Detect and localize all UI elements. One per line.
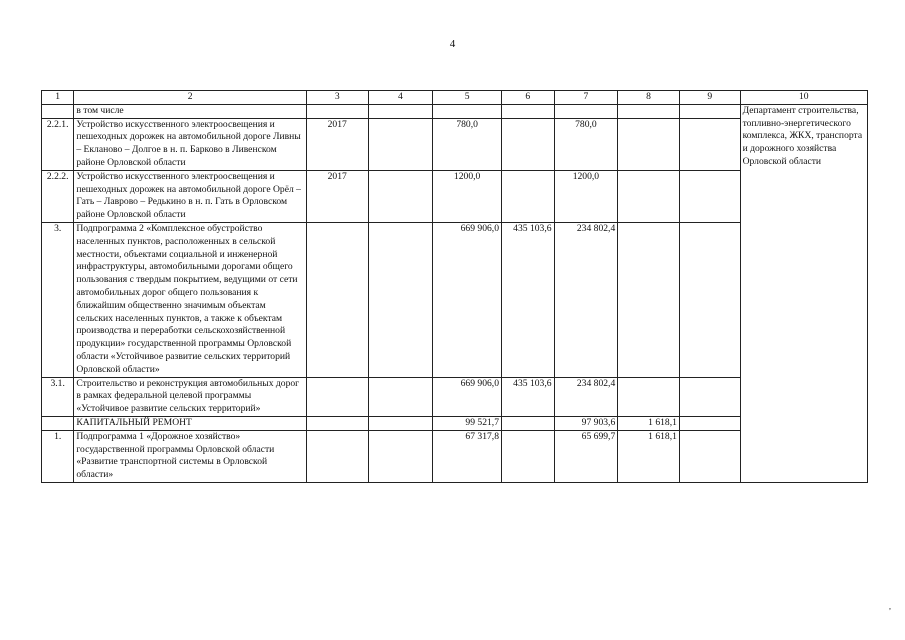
row-year <box>306 430 368 482</box>
row-number: 2.2.1. <box>42 118 74 170</box>
row-year <box>306 104 368 118</box>
row-col4 <box>368 170 433 222</box>
row-col5: 669 906,0 <box>433 222 502 377</box>
row-col9 <box>679 416 740 430</box>
row-col9 <box>679 104 740 118</box>
row-year <box>306 377 368 416</box>
row-col7: 234 802,4 <box>554 377 618 416</box>
row-col7: 1200,0 <box>554 170 618 222</box>
header-cell: 3 <box>306 91 368 105</box>
header-row <box>42 91 868 105</box>
row-col6: 435 103,6 <box>501 377 554 416</box>
row-col7: 234 802,4 <box>554 222 618 377</box>
row-col4 <box>368 118 433 170</box>
header-cell: 7 <box>554 91 618 105</box>
header-cell: 5 <box>433 91 502 105</box>
header-cell: 1 <box>42 91 74 105</box>
row-name: КАПИТАЛЬНЫЙ РЕМОНТ <box>74 416 307 430</box>
row-year: 2017 <box>306 118 368 170</box>
row-col5 <box>433 104 502 118</box>
row-col5: 99 521,7 <box>433 416 502 430</box>
department-cell: Департамент строительства, топливно-энергетического комплекса, ЖКХ, транспорта и дорожного хозяйства Орловской области <box>740 104 867 482</box>
row-col8 <box>618 104 680 118</box>
header-cell: 10 <box>740 91 867 105</box>
row-col4 <box>368 377 433 416</box>
row-col5: 67 317,8 <box>433 430 502 482</box>
row-number: 3. <box>42 222 74 377</box>
row-col8: 1 618,1 <box>618 416 680 430</box>
row-number: 3.1. <box>42 377 74 416</box>
row-col5: 1200,0 <box>433 170 502 222</box>
row-year: 2017 <box>306 170 368 222</box>
row-number <box>42 104 74 118</box>
row-col8 <box>618 118 680 170</box>
row-col4 <box>368 416 433 430</box>
row-year <box>306 416 368 430</box>
row-col6 <box>501 170 554 222</box>
row-number <box>42 416 74 430</box>
page-number: 4 <box>449 38 456 50</box>
row-number: 1. <box>42 430 74 482</box>
row-col7: 780,0 <box>554 118 618 170</box>
row-number: 2.2.2. <box>42 170 74 222</box>
row-col7: 65 699,7 <box>554 430 618 482</box>
row-name: Строительство и реконструкция автомобильных дорог в рамках федеральной целевой программы «Устойчивое развитие сельских территорий» <box>74 377 307 416</box>
row-year <box>306 222 368 377</box>
row-col6 <box>501 416 554 430</box>
row-col8 <box>618 170 680 222</box>
row-col4 <box>368 104 433 118</box>
row-col5: 669 906,0 <box>433 377 502 416</box>
header-cell: 2 <box>74 91 307 105</box>
row-col6 <box>501 104 554 118</box>
row-col8 <box>618 377 680 416</box>
header-cell: 9 <box>679 91 740 105</box>
row-col8 <box>618 222 680 377</box>
header-cell: 6 <box>501 91 554 105</box>
row-col5: 780,0 <box>433 118 502 170</box>
budget-table <box>41 90 868 483</box>
row-col6 <box>501 118 554 170</box>
header-cell: 8 <box>618 91 680 105</box>
row-col9 <box>679 118 740 170</box>
row-name: Подпрограмма 2 «Комплексное обустройство населенных пунктов, расположенных в сельской местности, объектами социальной и инженерной инфраструктуры, автомобильными дорогами общего пользования с твердым покрытием, ведущими от сети автомобильных дорог общего пользования к ближайшим общественно значимым объектам сельских населенных пунктов, а также к объектам производства и переработки сельскохозяйственной продукции» государственной программы Орловской области «Устойчивое развитие сельских территорий Орловской области» <box>74 222 307 377</box>
row-col9 <box>679 430 740 482</box>
row-col9 <box>679 377 740 416</box>
row-col4 <box>368 222 433 377</box>
row-col4 <box>368 430 433 482</box>
scan-mark: , <box>889 602 891 611</box>
row-name: в том числе <box>74 104 307 118</box>
row-name: Устройство искусственного электроосвещения и пешеходных дорожек на автомобильной дороге Орёл – Гать – Лаврово – Редькино в н. п. Гать в Орловском районе Орловской области <box>74 170 307 222</box>
row-col7: 97 903,6 <box>554 416 618 430</box>
row-col8: 1 618,1 <box>618 430 680 482</box>
row-col9 <box>679 222 740 377</box>
table-row <box>42 104 868 118</box>
header-cell: 4 <box>368 91 433 105</box>
row-col6: 435 103,6 <box>501 222 554 377</box>
row-col7 <box>554 104 618 118</box>
row-col9 <box>679 170 740 222</box>
row-name: Устройство искусственного электроосвещения и пешеходных дорожек на автомобильной дороге Ливны – Екланово – Долгое в н. п. Барково в Ливенском районе Орловской области <box>74 118 307 170</box>
row-name: Подпрограмма 1 «Дорожное хозяйство» государственной программы Орловской области «Развитие транспортной системы в Орловской области» <box>74 430 307 482</box>
row-col6 <box>501 430 554 482</box>
